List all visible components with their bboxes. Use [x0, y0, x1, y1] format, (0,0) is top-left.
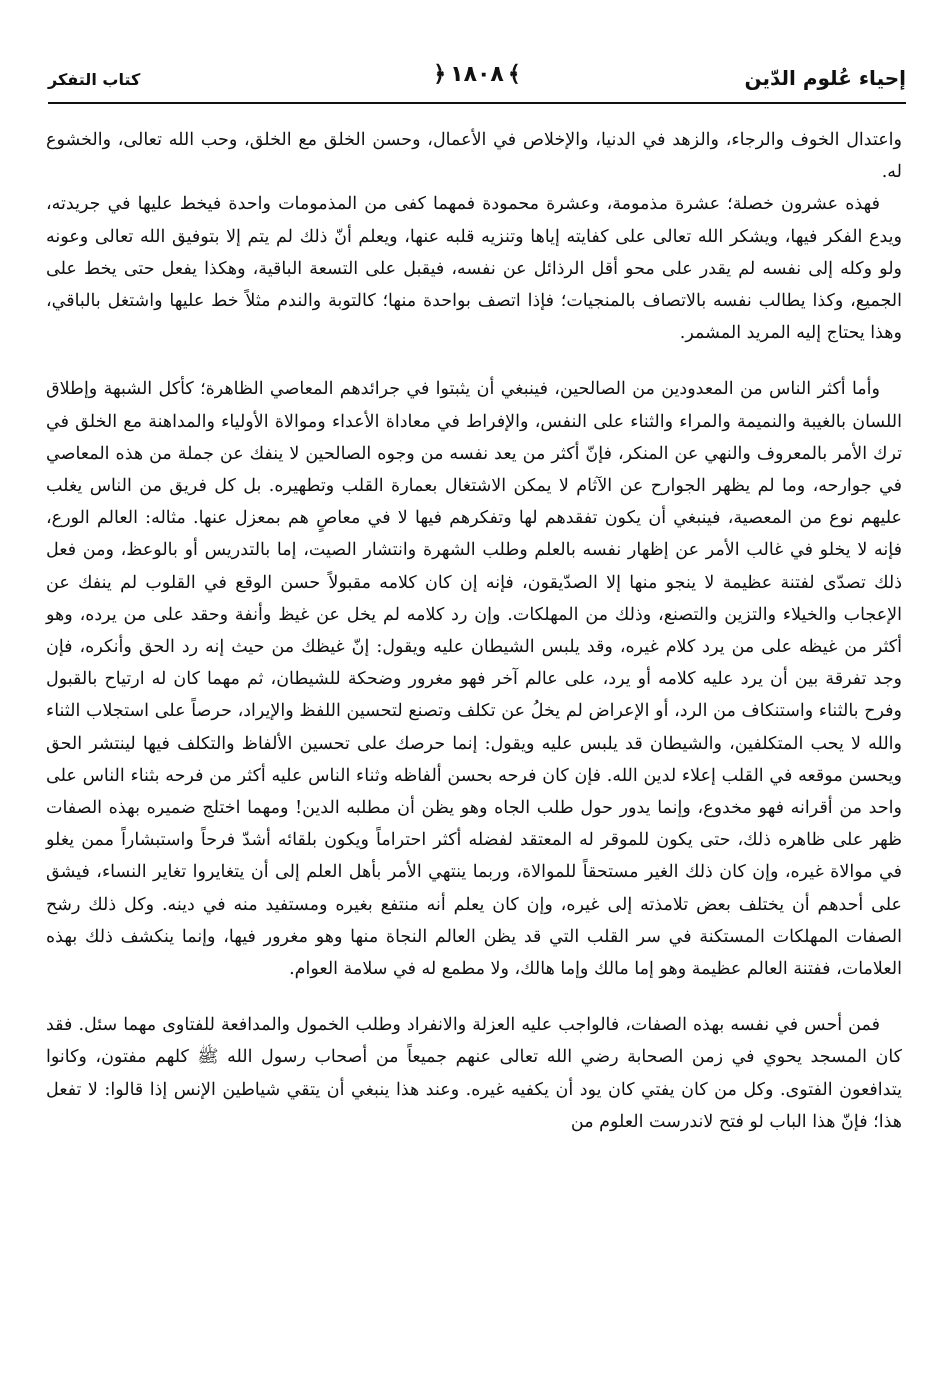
paragraph-seclusion: فمن أحس في نفسه بهذه الصفات، فالواجب عليه العزلة والانفراد وطلب الخمول والمدافعة للفتاوى مهما سئل. فقد كان المسجد يحوي في زمن الصحابة رضي الله تعالى عنهم جميعاً من أصحاب رسول الله ﷺ كلهم مفتون، وكانوا يتدافعون الفتوى. وكل من كان يفتي كان يود أن يكفيه غيره. وعند هذا ينبغي أن يتقي شياطين الإنس إذا قالوا: لا تفعل هذا؛ فإنّ هذا الباب لو فتح لاندرست العلوم من: [46, 1015, 902, 1132]
ornamental-bracket-right: ﴾: [507, 62, 521, 87]
paragraph-righteous-people: وأما أكثر الناس من المعدودين من الصالحين، فينبغي أن يثبتوا في جرائدهم المعاصي الظاهرة؛ كأكل الشبهة وإطلاق اللسان بالغيبة والنميمة والمراء والثناء على النفس، والإفراط في معاداة الأعداء وموالاة الأولياء والمداهنة مع الخلق في ترك الأمر بالمعروف والنهي عن المنكر، فإنّ أكثر من يعد نفسه من وجوه الصالحين لا ينفك عن جملة من هذه المعاصي في جوارحه، وما لم يظهر الجوارح عن الآثام لا يمكن الاشتغال بعمارة القلب وتطهيره. بل كل فريق من الناس يغلب عليهم نوع من المعصية، فينبغي أن يكون تفقدهم لها وتفكرهم فيها لا في معاصٍ هم بمعزل عنها. مثاله: العالم الورع، فإنه لا يخلو في غالب الأمر عن إظهار نفسه بالعلم وطلب الشهرة وانتشار الصيت، إما بالتدريس أو بالوعظ، ومن فعل ذلك تصدّى لفتنة عظيمة لا ينجو منها إلا الصدّيقون، فإنه إن كان كلامه مقبولاً حسن الوقع في القلوب لم ينفك عن الإعجاب والخيلاء والتزين والتصنع، وذلك من المهلكات. وإن رد كلامه لم يخل عن غيظ وأنفة وحقد على من يرده، وهو أكثر من غيظه على من يرد كلام غيره، وقد يلبس الشيطان عليه ويقول: إنّ غيظك من حيث إنه رد الحق وأنكره، فإن وجد تفرقة بين أن يرد عليه كلامه أو يرد، على عالم آخر فهو مغرور وضحكة للشيطان، ثم مهما كان له ارتياح بالقبول وفرح بالثناء واستنكاف من الرد، أو الإعراض لم يخلُ عن تكلف وتصنع لتحسين اللفظ والإيراد، حرصاً على استجلاب الثناء والله لا يحب المتكلفين، والشيطان قد يلبس عليه ويقول: إنما حرصك على تحسين الألفاظ والتكلف فيها لينتشر الحق ويحسن موقعه في القلب إعلاء لدين الله. فإن كان فرحه بحسن ألفاظه وثناء الناس عليه أكثر من فرحه بثناء الناس على واحد من أقرانه فهو مخدوع، وإنما يدور حول طلب الجاه وهو يظن أن مطلبه الدين! ومهما اختلج ضميره بهذه الصفات ظهر على ظاهره ذلك، حتى يكون للموقر له المعتقد لفضله أكثر احتراماً ويكون بلقائه أشدّ فرحاً واستبشاراً ممن يغلو في موالاة غيره، وإن كان ذلك الغير مستحقاً للموالاة، وربما ينتهي الأمر بأهل العلم إلى أن يتغايروا تغاير النساء، فيشق على أحدهم أن يختلف بعض تلامذته إلى غيره، وإن كان يعلم أنه منتفع بغيره ومستفيد منه في دينه. وكل ذلك رشح الصفات المهلكات المستكنة في سر القلب التي قد يظن العالم النجاة منها وهو مغرور فيها، وإنما ينكشف ذلك بهذه العلامات، ففتنة العالم عظيمة وهو إما مالك وإما هالك، ولا مطمع له في سلامة العوام.: [46, 379, 902, 980]
page-number-value: ١٨٠٨: [450, 62, 504, 87]
page-header: [48, 58, 906, 104]
ornamental-bracket-left: ﴿: [433, 62, 447, 87]
page-number: [429, 62, 525, 87]
chapter-title: كتاب التفكر: [48, 70, 141, 89]
page-body: [46, 124, 902, 1138]
paragraph-continuation: واعتدال الخوف والرجاء، والزهد في الدنيا، والإخلاص في الأعمال، وحسن الخلق مع الخلق، وحب الله تعالى، والخشوع له.: [46, 130, 902, 183]
book-title: إحياء عُلوم الدّين: [744, 66, 906, 90]
paragraph-twenty-traits: فهذه عشرون خصلة؛ عشرة مذمومة، وعشرة محمودة فمهما كفى من المذمومات واحدة فيخط عليها في جريدته، ويدع الفكر فيها، ويشكر الله تعالى على كفايته إياها وتنزيه قلبه عنها، ويعلم أنّ ذلك لم يتم إلا بتوفيق الله تعالى وعونه ولو وكله إلى نفسه لم يقدر على محو أقل الرذائل عن نفسه، فيقبل على التسعة الباقية، وهكذا يفعل حتى يخط على الجميع، وكذا يطالب نفسه بالاتصاف بالمنجيات؛ فإذا اتصف بواحدة منها؛ كالتوبة والندم مثلاً خط عليها واشتغل بالباقي، وهذا يحتاج إليه المريد المشمر.: [46, 194, 902, 344]
